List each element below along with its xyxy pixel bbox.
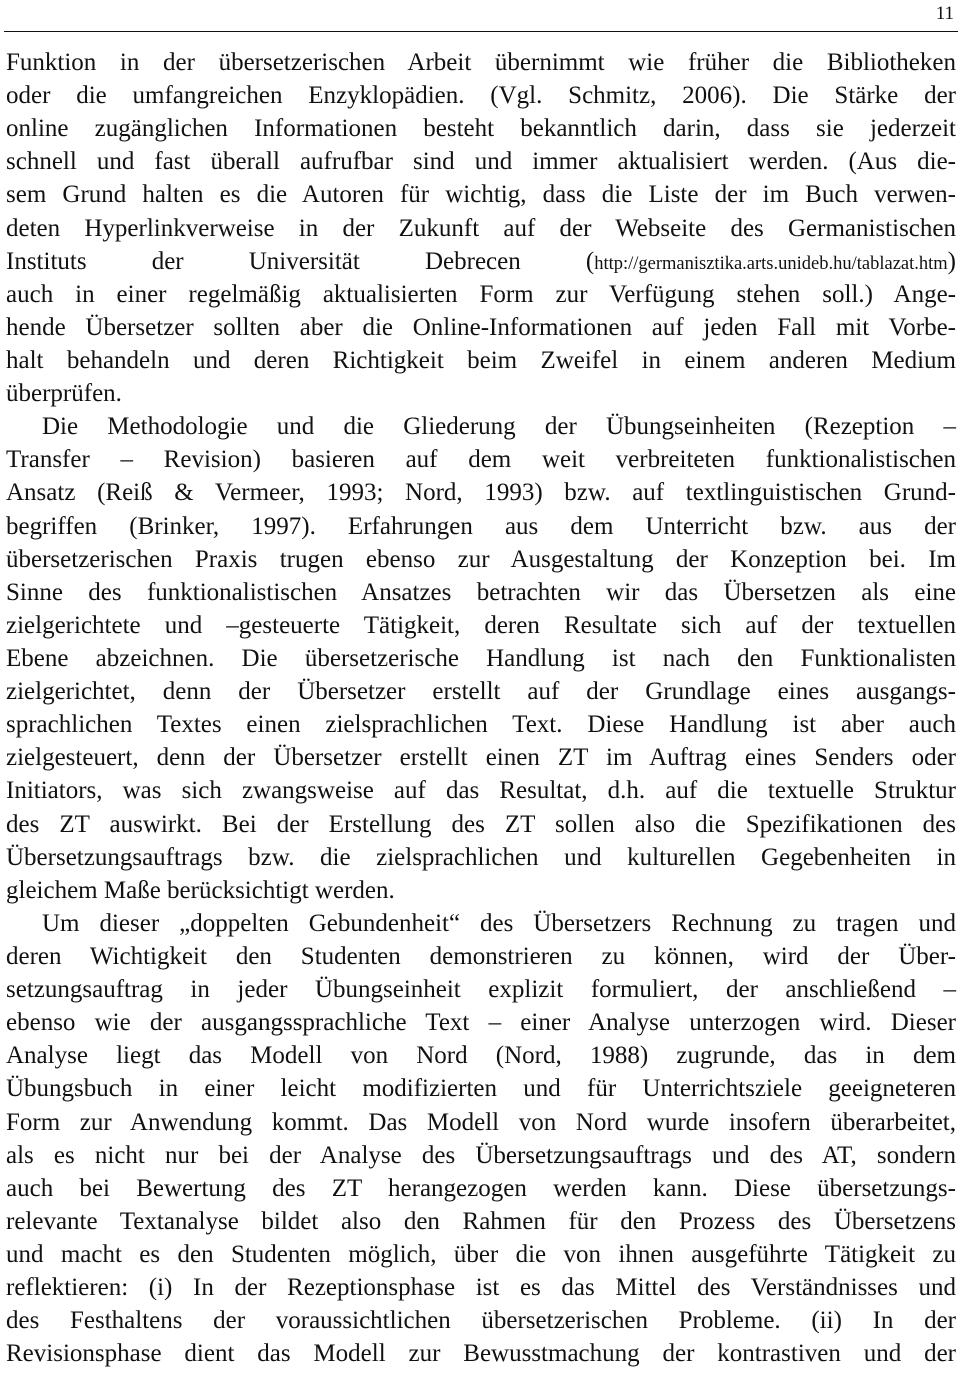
text-line: deren Wichtigkeit den Studenten demonstrieren zu können, wird der Über-	[6, 942, 956, 970]
text-line: deten Hyperlinkverweise in der Zukunft auf der Webseite des Germanistischen	[6, 214, 956, 242]
text-segment: Instituts der Universität Debrecen (	[6, 247, 595, 275]
text-line: Analyse liegt das Modell von Nord (Nord, 1988) zugrunde, das in dem	[6, 1042, 956, 1070]
text-segment: )	[947, 247, 956, 275]
text-line: auch bei Bewertung des ZT herangezogen werden kann. Diese übersetzungs-	[6, 1174, 956, 1202]
page-number: 11	[935, 3, 954, 24]
text-line: begriffen (Brinker, 1997). Erfahrungen aus dem Unterricht bzw. aus der	[6, 512, 956, 540]
text-line: sem Grund halten es die Autoren für wichtig, dass die Liste der im Buch verwen-	[6, 181, 956, 209]
text-line: Form zur Anwendung kommt. Das Modell von Nord wurde insofern überarbeitet,	[6, 1108, 956, 1136]
text-line: schnell und fast überall aufrufbar sind und immer aktualisiert werden. (Aus die-	[6, 148, 956, 176]
header-rule	[4, 31, 958, 32]
text-line: Revisionsphase dient das Modell zur Bewusstmachung der kontrastiven und der	[6, 1340, 956, 1368]
text-line: setzungsauftrag in jeder Übungseinheit explizit formuliert, der anschließend –	[6, 976, 956, 1004]
text-line: Funktion in der übersetzerischen Arbeit übernimmt wie früher die Bibliotheken	[6, 49, 956, 76]
text-line: zielgerichtet, denn der Übersetzer erstellt auf der Grundlage eines ausgangs-	[6, 678, 956, 706]
text-line: des ZT auswirkt. Bei der Erstellung des ZT sollen also die Spezifikationen des	[6, 810, 956, 838]
text-line: gleichem Maße berücksichtigt werden.	[6, 876, 395, 904]
text-line: Übersetzungsauftrags bzw. die zielsprachlichen und kulturellen Gegebenheiten in	[6, 843, 956, 871]
text-line: zielgesteuert, denn der Übersetzer erstellt einen ZT im Auftrag eines Senders oder	[6, 744, 956, 772]
text-line: Um dieser „doppelten Gebundenheit“ des Übersetzers Rechnung zu tragen und	[42, 909, 956, 937]
text-line: reflektieren: (i) In der Rezeptionsphase ist es das Mittel des Verständnisses und	[6, 1274, 956, 1302]
text-line-with-link	[6, 245, 956, 278]
text-line: übersetzerischen Praxis trugen ebenso zur Ausgestaltung der Konzeption bei. Im	[6, 545, 956, 573]
text-line: ebenso wie der ausgangssprachliche Text – einer Analyse unterzogen wird. Dieser	[6, 1009, 956, 1037]
text-line: halt behandeln und deren Richtigkeit beim Zweifel in einem anderen Medium	[6, 346, 956, 374]
text-line: auch in einer regelmäßig aktualisierten Form zur Verfügung stehen soll.) Ange-	[6, 280, 956, 308]
text-line: des Festhaltens der voraussichtlichen übersetzerischen Probleme. (ii) In der	[6, 1307, 956, 1335]
body-text	[6, 46, 956, 1370]
text-line: Initiators, was sich zwangsweise auf das Resultat, d.h. auf die textuelle Struktur	[6, 777, 956, 805]
text-line: und macht es den Studenten möglich, über die von ihnen ausgeführte Tätigkeit zu	[6, 1240, 956, 1268]
text-line: sprachlichen Textes einen zielsprachlichen Text. Diese Handlung ist aber auch	[6, 711, 956, 739]
text-line: Die Methodologie und die Gliederung der Übungseinheiten (Rezeption –	[42, 413, 956, 441]
text-line: als es nicht nur bei der Analyse des Übersetzungsauftrags und des AT, sondern	[6, 1141, 956, 1169]
text-line: Ansatz (Reiß & Vermeer, 1993; Nord, 1993) bzw. auf textlinguistischen Grund-	[6, 479, 956, 507]
text-line: Transfer – Revision) basieren auf dem weit verbreiteten funktionalistischen	[6, 446, 956, 474]
text-line: Ebene abzeichnen. Die übersetzerische Handlung ist nach den Funktionalisten	[6, 644, 956, 672]
text-line: Sinne des funktionalistischen Ansatzes betrachten wir das Übersetzen als eine	[6, 578, 956, 606]
text-line: oder die umfangreichen Enzyklopädien. (Vgl. Schmitz, 2006). Die Stärke der	[6, 82, 956, 110]
text-line: zielgerichtete und –gesteuerte Tätigkeit, deren Resultate sich auf der textuellen	[6, 611, 956, 639]
web-link[interactable]: http://germanisztika.arts.unideb.hu/tablazat.htm	[594, 253, 948, 274]
text-line: überprüfen.	[6, 380, 122, 408]
text-line: Übungsbuch in einer leicht modifizierten und für Unterrichtsziele geeigneteren	[6, 1075, 956, 1103]
text-line: relevante Textanalyse bildet also den Rahmen für den Prozess des Übersetzens	[6, 1207, 956, 1235]
text-line: online zugänglichen Informationen besteht bekanntlich darin, dass sie jederzeit	[6, 115, 956, 143]
text-line: hende Übersetzer sollten aber die Online-Informationen auf jeden Fall mit Vorbe-	[6, 313, 956, 341]
